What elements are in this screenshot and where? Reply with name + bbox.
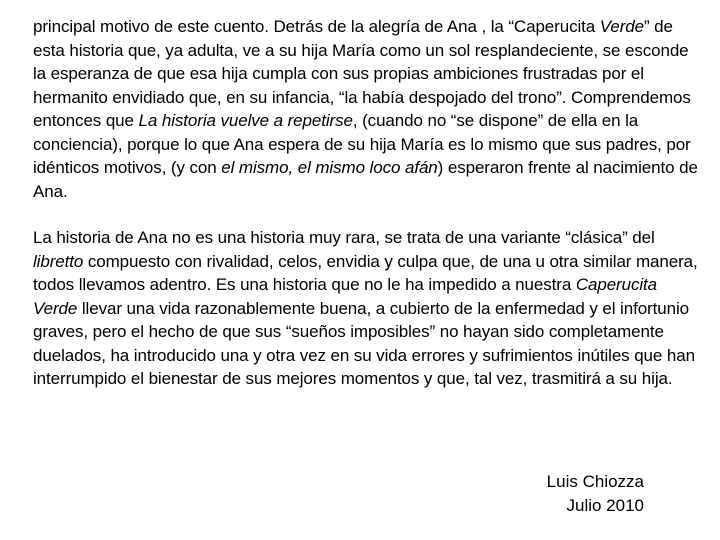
italic-text-segment: Caperucita Verde: [33, 275, 658, 318]
document-body: [33, 15, 698, 391]
text-segment: ) esperaron frente al nacimiento de Ana.: [33, 158, 698, 201]
italic-text-segment: Verde: [599, 17, 644, 36]
paragraph-1: [33, 15, 698, 203]
text-segment: llevar una vida razonablemente buena, a cubierto de la enfermedad y el infortunio graves, pero el hecho de que sus “sueños imposibles” no hayan sido completamente duelados, ha introducido una y otra vez en su vida errores y sufrimientos inútiles que han interrumpido el bienestar de sus mejores momentos y que, tal vez, trasmitirá a su hija.: [33, 298, 695, 388]
text-segment: La historia de Ana no es una historia muy rara, se trata de una variante “clásica” del: [33, 228, 655, 247]
italic-text-segment: La historia vuelve a repetirse: [138, 111, 353, 130]
signature-date: Julio 2010: [566, 496, 644, 515]
text-segment: , (cuando no “se dispone” de ella en la conciencia), porque lo que Ana espera de su hija María es lo mismo que sus padres, por idénticos motivos, (y con: [33, 111, 691, 177]
paragraph-2: [33, 226, 698, 391]
text-segment: principal motivo de este cuento. Detrás de la alegría de Ana , la “Caperucita: [33, 17, 600, 36]
author-name: Luis Chiozza: [546, 472, 644, 491]
italic-text-segment: el mismo, el mismo loco afán: [221, 158, 438, 177]
italic-text-segment: libretto: [33, 251, 84, 271]
signature-block: [547, 470, 644, 518]
text-segment: ” de esta historia que, ya adulta, ve a su hija María como un sol resplandeciente, se esconde la esperanza de que esa hija cumpla con sus propias ambiciones frustradas por el hermanito envidiado que, en su infancia, “la había despojado del trono”. Comprendemos entonces que: [33, 17, 691, 130]
text-segment: compuesto con rivalidad, celos, envidia y culpa que, de una u otra similar manera, todos llevamos adentro. Es una historia que no le ha impedido a nuestra: [33, 251, 698, 294]
